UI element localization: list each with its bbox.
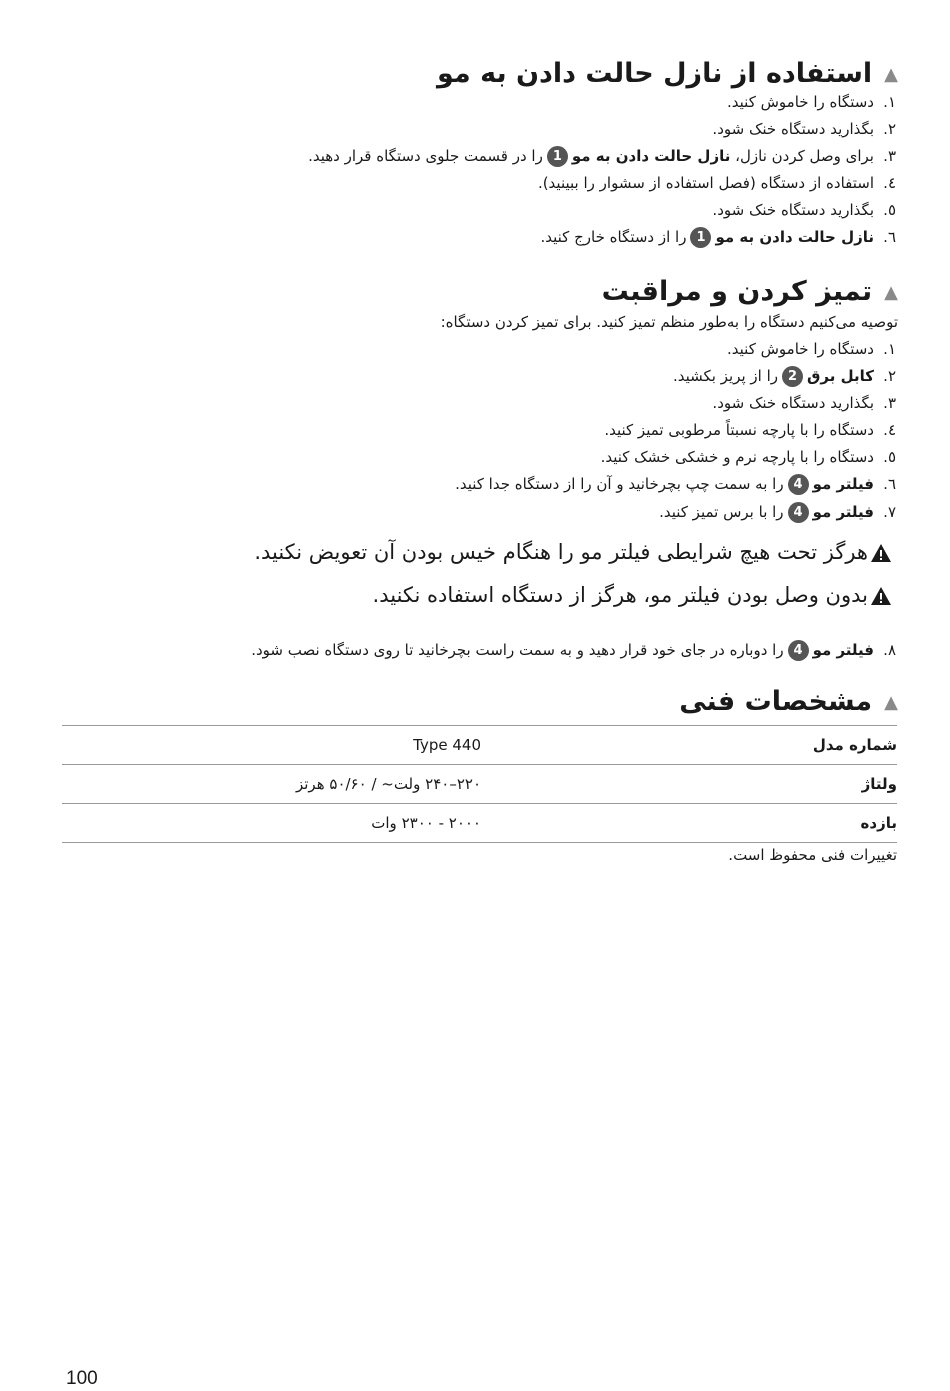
step-text: استفاده از دستگاه (فصل استفاده از سشوار را ببینید). <box>537 174 874 192</box>
section-title-specs <box>60 684 898 721</box>
part-number-badge: 1 <box>690 227 711 248</box>
step-text: را از دستگاه خارج کنید. <box>540 228 687 246</box>
list-item <box>40 501 896 523</box>
list-item <box>40 145 896 167</box>
step-text: بگذارید دستگاه خنک شود. <box>712 120 874 138</box>
step-number: ٤. <box>883 174 896 192</box>
step-number: ٢. <box>883 367 896 385</box>
intro-text <box>40 311 898 333</box>
step-text: برای وصل کردن نازل، <box>735 147 874 165</box>
step-number: ٢. <box>883 120 896 138</box>
step-number: ٦. <box>883 228 896 246</box>
spec-value: ۲۰۰۰ - ۲۳۰۰ وات <box>371 814 481 832</box>
triangle-up-icon: ▲ <box>884 63 898 85</box>
section-title-text: استفاده از نازل حالت دادن به مو <box>437 58 873 89</box>
list-item <box>40 199 896 221</box>
warning-line <box>40 537 892 567</box>
list-item <box>40 473 896 495</box>
part-number-badge: 2 <box>782 366 803 387</box>
step-text: را به سمت چپ بچرخانید و آن را از دستگاه جدا کنید. <box>455 475 784 493</box>
spec-value: ۲۲۰–۲۴۰ ولت~ / ۵۰/۶۰ هرتز <box>295 775 481 793</box>
list-item <box>40 392 896 414</box>
spec-value: Type 440 <box>413 736 481 754</box>
step-text: دستگاه را با پارچه نسبتاً مرطوبی تمیز کنید. <box>604 421 874 439</box>
warning-line <box>40 580 892 610</box>
list-item <box>40 172 896 194</box>
table-row <box>62 725 897 764</box>
list-item <box>40 419 896 441</box>
table-row <box>62 803 897 843</box>
part-number-badge: 4 <box>788 502 809 523</box>
warning-text: بدون وصل بودن فیلتر مو، هرگز از دستگاه استفاده نکنید. <box>372 583 868 607</box>
step-number: ٥. <box>883 448 896 466</box>
triangle-up-icon: ▲ <box>884 691 898 713</box>
list-item <box>40 91 896 113</box>
step-text: را با برس تمیز کنید. <box>659 503 784 521</box>
list-item <box>40 338 896 360</box>
step-text: بگذارید دستگاه خنک شود. <box>712 201 874 219</box>
step-number: ٥. <box>883 201 896 219</box>
step-number: ١. <box>883 340 896 358</box>
step-number: ٣. <box>883 147 896 165</box>
list-item <box>40 639 896 661</box>
part-number-badge: 1 <box>547 146 568 167</box>
part-name: نازل حالت دادن به مو <box>715 228 874 246</box>
section-title-text: تمیز کردن و مراقبت <box>601 276 873 307</box>
part-name: فیلتر مو <box>812 641 874 659</box>
spec-label: شماره مدل <box>812 736 897 754</box>
step-number: ٤. <box>883 421 896 439</box>
spec-note <box>40 844 897 866</box>
step-text: را در قسمت جلوی دستگاه قرار دهید. <box>308 147 543 165</box>
triangle-up-icon: ▲ <box>884 281 898 303</box>
warning-text: هرگز تحت هیچ شرایطی فیلتر مو را هنگام خیس بودن آن تعویض نکنید. <box>254 540 868 564</box>
page-number: 100 <box>66 1368 98 1389</box>
spec-label: ولتاژ <box>861 775 897 793</box>
section-title-nozzle <box>60 56 898 93</box>
list-item <box>40 365 896 387</box>
list-item <box>40 226 896 248</box>
list-item <box>40 118 896 140</box>
table-row <box>62 764 897 803</box>
part-name: فیلتر مو <box>812 475 874 493</box>
step-text: دستگاه را خاموش کنید. <box>727 340 874 358</box>
specs-table <box>62 725 897 843</box>
intro-text-content: توصیه می‌کنیم دستگاه را به‌طور منظم تمیز کنید. برای تمیز کردن دستگاه: <box>440 313 898 331</box>
warning-icon <box>870 586 892 606</box>
part-number-badge: 4 <box>788 640 809 661</box>
step-text: دستگاه را با پارچه نرم و خشکی خشک کنید. <box>600 448 874 466</box>
step-number: ٦. <box>883 475 896 493</box>
part-number-badge: 4 <box>788 474 809 495</box>
step-text: دستگاه را خاموش کنید. <box>727 93 874 111</box>
step-number: ٨. <box>883 641 896 659</box>
step-number: ٧. <box>883 503 896 521</box>
spec-label: بازده <box>860 814 897 832</box>
step-text: را دوباره در جای خود قرار دهید و به سمت راست بچرخانید تا روی دستگاه نصب شود. <box>251 641 784 659</box>
spec-note-text: تغییرات فنی محفوظ است. <box>728 846 897 864</box>
list-item <box>40 446 896 468</box>
section-title-cleaning <box>60 274 898 311</box>
part-name: کابل برق <box>807 367 874 385</box>
step-number: ١. <box>883 93 896 111</box>
part-name: فیلتر مو <box>812 503 874 521</box>
step-text: را از پریز بکشید. <box>672 367 779 385</box>
warning-icon <box>870 543 892 563</box>
step-text: بگذارید دستگاه خنک شود. <box>712 394 874 412</box>
section-title-text: مشخصات فنی <box>679 686 873 717</box>
part-name: نازل حالت دادن به مو <box>571 147 731 165</box>
step-number: ٣. <box>883 394 896 412</box>
